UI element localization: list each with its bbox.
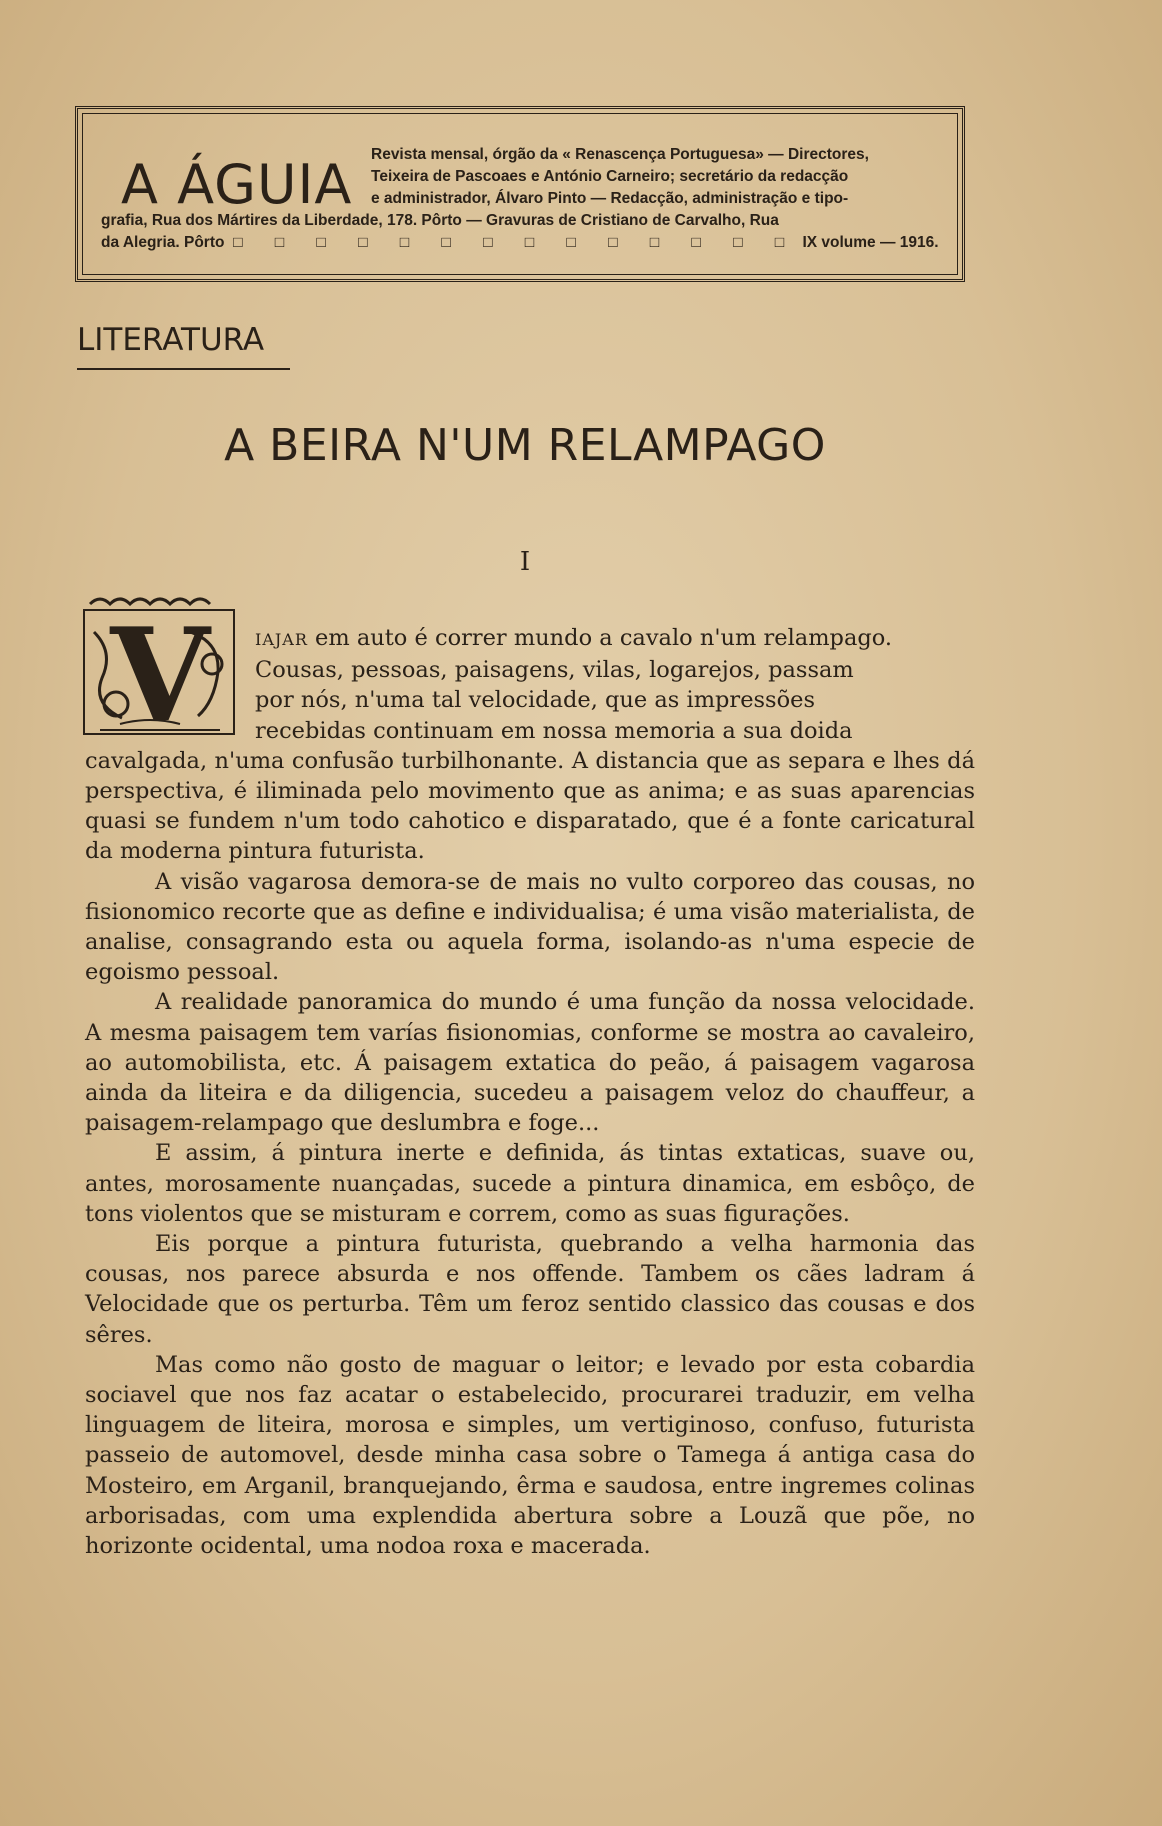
paragraph-3: A realidade panoramica do mundo é uma função da nossa velocidade. A mesma paisagem tem varías fisionomias, conforme se mostra ao cavaleiro, ao automobilista, etc. Á paisagem extatica do peão, á paisagem vagarosa ainda da liteira e da diligencia, sucedeu a paisagem veloz do chauffeur, a paisagem-relampago que deslumbra e foge...: [85, 989, 975, 1137]
paragraph-4: E assim, á pintura inerte e definida, ás tintas extaticas, suave ou, antes, morosamente nuançadas, sucede a pintura dinamica, em esbôço, de tons violentos que se misturam e correm, como as suas figurações.: [85, 1140, 975, 1227]
masthead-line-1: Revista mensal, órgão da « Renascença Portuguesa» — Directores,: [371, 146, 869, 163]
first-line: [85, 623, 975, 655]
p1-line-3: recebidas continuam em nossa memoria a sua doida: [255, 717, 853, 744]
p1-line-1: Cousas, pessoas, paisagens, vilas, logarejos, passam: [255, 657, 854, 684]
p1-line-2: por nós, n'uma tal velocidade, que as impressões: [255, 687, 816, 714]
chapter-number: I: [519, 547, 531, 577]
section-heading: LITERATURA: [77, 322, 290, 370]
first-line-rest: em auto é correr mundo a cavalo n'um relampago.: [315, 625, 893, 651]
masthead-line-5: [101, 232, 939, 254]
masthead-inner-border: [82, 113, 958, 275]
article-body: [85, 623, 975, 1561]
masthead-line-5-start: da Alegria. Pôrto: [101, 234, 225, 251]
masthead-info: [101, 144, 939, 254]
masthead-line-3: e administrador, Álvaro Pinto — Redacção, administração e tipo-: [371, 190, 849, 207]
journal-title: A ÁGUIA: [121, 153, 353, 216]
paragraph-1-rest: cavalgada, n'uma confusão turbilhonante. A distancia que as separa e lhes dá perspectiva, é iliminada pelo movimento que as anima; e as suas aparencias quasi se fundem n'um todo cahotico e disparatado, que é a fonte caricatural da moderna pintura futurista.: [85, 747, 975, 865]
masthead-line-4: grafia, Rua dos Mártires da Liberdade, 178. Pôrto — Gravuras de Cristiano de Carvalho, Rua: [101, 212, 779, 229]
paragraph-6: Mas como não gosto de maguar o leitor; e levado por esta cobardia sociavel que nos faz acatar o estabelecido, procurarei traduzir, em velha linguagem de liteira, morosa e simples, um vertiginoso, confuso, futurista passeio de automovel, desde minha casa sobre o Tamega á antiga casa do Mosteiro, em Arganil, branquejando, êrma e saudosa, entre ingremes colinas arborisadas, com uma explendida abertura sobre a Louzã que põe, no horizonte ocidental, uma nodoa roxa e macerada.: [85, 1351, 975, 1560]
first-word-rest: IAJAR: [255, 630, 308, 649]
masthead-line-2: Teixeira de Pascoaes e António Carneiro; secretário da redacção: [371, 168, 849, 185]
paragraph-5: Eis porque a pintura futurista, quebrando a velha harmonia das cousas, nos parece absurda e nos offende. Tambem os cães ladram á Velocidade que os perturba. Têm um feroz sentido classico das cousas e dos sêres.: [85, 1231, 975, 1348]
masthead-box: [75, 106, 965, 282]
article-title: A BEIRA N'UM RELAMPAGO: [224, 420, 826, 471]
dropcap-letter: V: [110, 601, 210, 742]
masthead-volume: IX volume — 1916.: [802, 234, 939, 251]
masthead-ornament-boxes: □ □ □ □ □ □ □ □ □ □ □ □ □ □: [233, 234, 799, 251]
paragraph-2: A visão vagarosa demora-se de mais no vulto corporeo das cousas, no fisionomico recorte que as define e individualisa; é uma visão materialista, de analise, consagrando esta ou aquela forma, isolando-as n'uma especie de egoismo pessoal.: [85, 868, 975, 986]
